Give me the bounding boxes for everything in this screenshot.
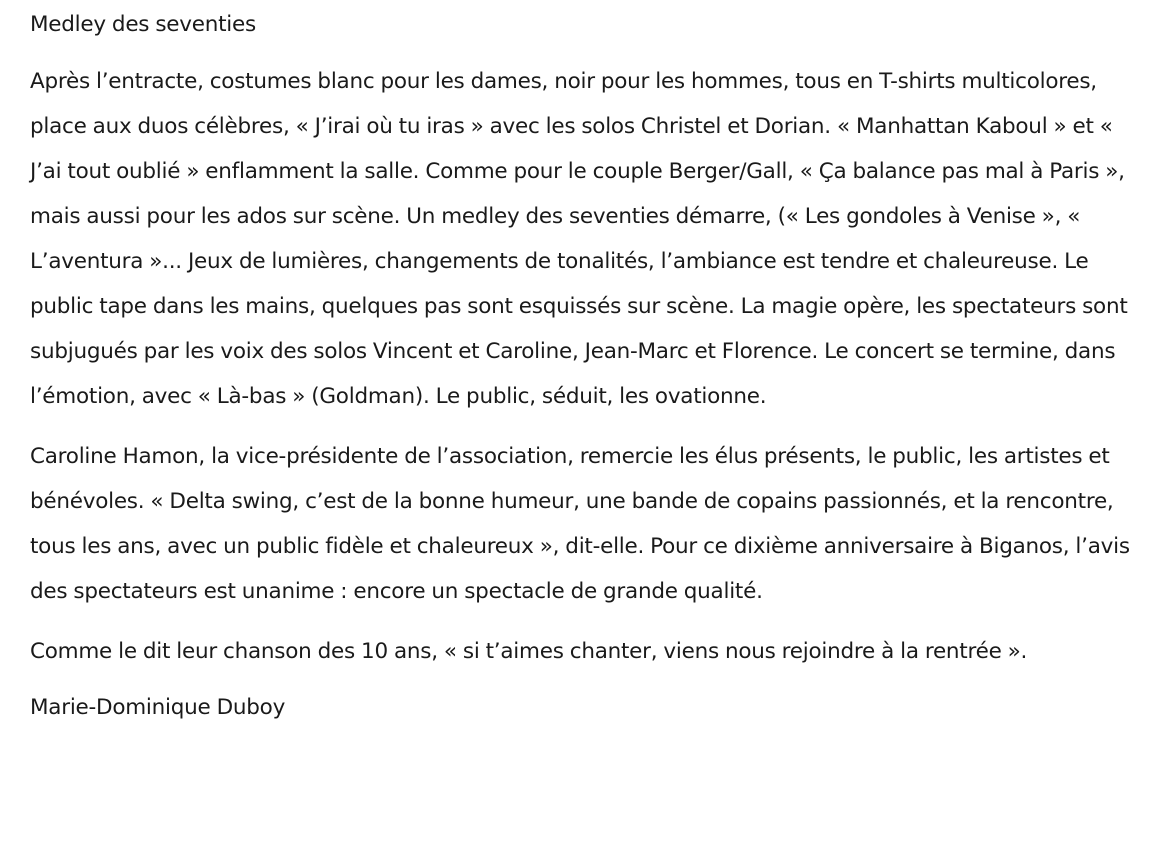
- author-signature: Marie-Dominique Duboy: [30, 695, 286, 720]
- section-heading: Medley des seventies: [30, 12, 256, 37]
- paragraph-invitation: Comme le dit leur chanson des 10 ans, « si t’aimes chanter, viens nous rejoindre à la rentrée ».: [30, 639, 1028, 664]
- paragraph-vice-president-speech: Caroline Hamon, la vice-présidente de l’association, remercie les élus présents, le public, les artistes et bénévoles. « Delta swing, c’est de la bonne humeur, une bande de copains passionnés, et la rencontre, tous les ans, avec un public fidèle et chaleureux », dit-elle. Pour ce dixième anniversaire à Biganos, l’avis des spectateurs est unanime : encore un spectacle de grande qualité.: [30, 444, 1130, 604]
- article-body: [30, 6, 1130, 742]
- paragraph-concert-description: Après l’entracte, costumes blanc pour les dames, noir pour les hommes, tous en T-shirts multicolores, place aux duos célèbres, « J’irai où tu iras » avec les solos Christel et Dorian. « Manhattan Kaboul » et « J’ai tout oublié » enflamment la salle. Comme pour le couple Berger/Gall, « Ça balance pas mal à Paris », mais aussi pour les ados sur scène. Un medley des seventies démarre, (« Les gondoles à Venise », « L’aventura »... Jeux de lumières, changements de tonalités, l’ambiance est tendre et chaleureuse. Le public tape dans les mains, quelques pas sont esquissés sur scène. La magie opère, les spectateurs sont subjugués par les voix des solos Vincent et Caroline, Jean-Marc et Florence. Le concert se termine, dans l’émotion, avec « Là-bas » (Goldman). Le public, séduit, les ovationne.: [30, 69, 1128, 409]
